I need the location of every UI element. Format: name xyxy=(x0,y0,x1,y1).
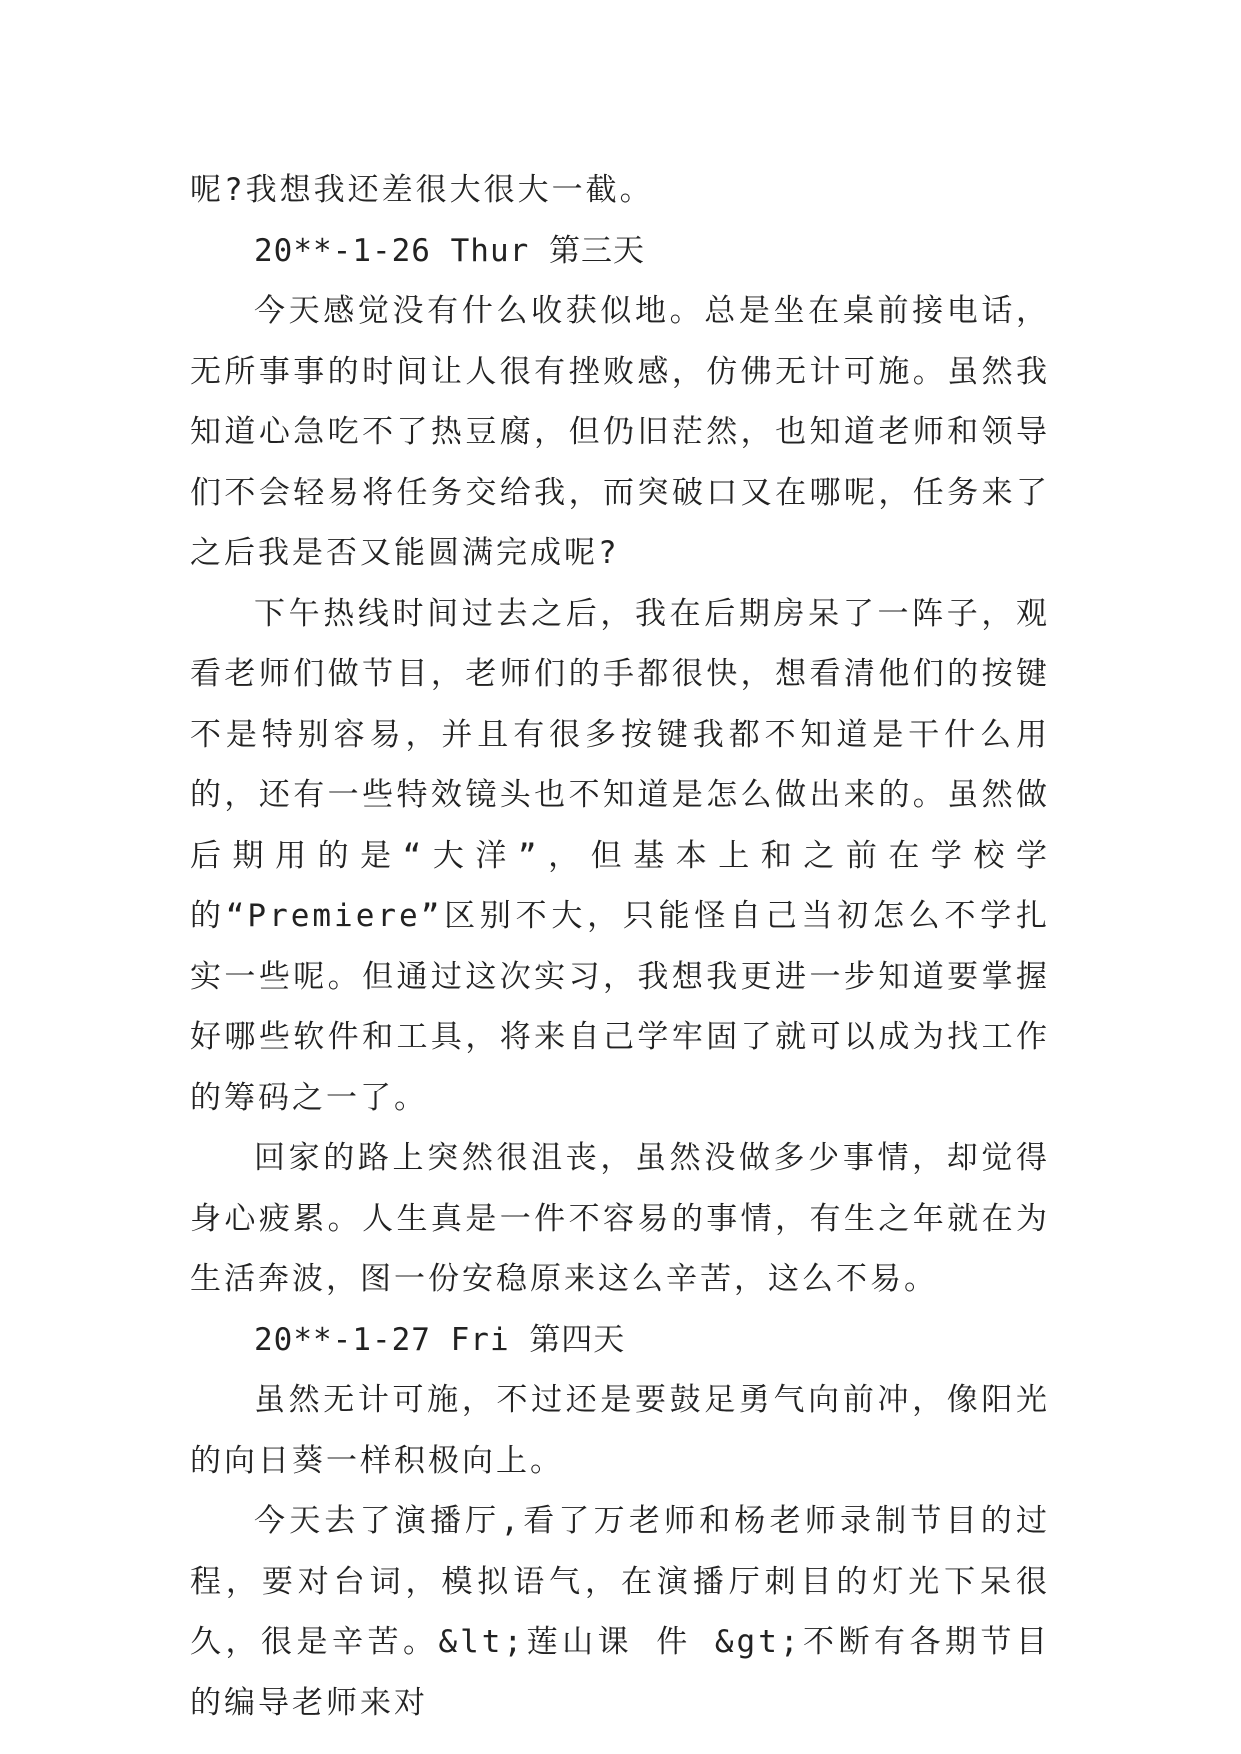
document-body xyxy=(190,160,1050,1733)
paragraph: 虽然无计可施，不过还是要鼓足勇气向前冲，像阳光的向日葵一样积极向上。 xyxy=(190,1382,1050,1479)
paragraph: 回家的路上突然很沮丧，虽然没做多少事情，却觉得身心疲累。人生真是一件不容易的事情，有生之年就在为生活奔波，图一份安稳原来这么辛苦，这么不易。 xyxy=(190,1140,1050,1297)
paragraph: 今天感觉没有什么收获似地。总是坐在桌前接电话，无所事事的时间让人很有挫败感，仿佛无计可施。虽然我知道心急吃不了热豆腐，但仍旧茫然，也知道老师和领导们不会轻易将任务交给我，而突破口又在哪呢，任务来了之后我是否又能圆满完成呢? xyxy=(190,293,1050,571)
diary-date-heading: 20**-1-27 Fri 第四天 xyxy=(254,1321,626,1358)
paragraph: 今天去了演播厅,看了万老师和杨老师录制节目的过程，要对台词，模拟语气，在演播厅刺目的灯光下呆很久，很是辛苦。&lt;莲山课 件 &gt;不断有各期节目的编导老师来对 xyxy=(190,1503,1050,1721)
diary-date-heading: 20**-1-26 Thur 第三天 xyxy=(254,232,645,269)
paragraph: 下午热线时间过去之后，我在后期房呆了一阵子，观看老师们做节目，老师们的手都很快，想看清他们的按键不是特别容易，并且有很多按键我都不知道是干什么用的，还有一些特效镜头也不知道是怎么做出来的。虽然做后期用的是“大洋”，但基本上和之前在学校学的“Premiere”区别不大，只能怪自己当初怎么不学扎实一些呢。但通过这次实习，我想我更进一步知道要掌握好哪些软件和工具，将来自己学牢固了就可以成为找工作的筹码之一了。 xyxy=(190,595,1050,1116)
paragraph: 呢?我想我还差很大很大一截。 xyxy=(190,172,654,208)
